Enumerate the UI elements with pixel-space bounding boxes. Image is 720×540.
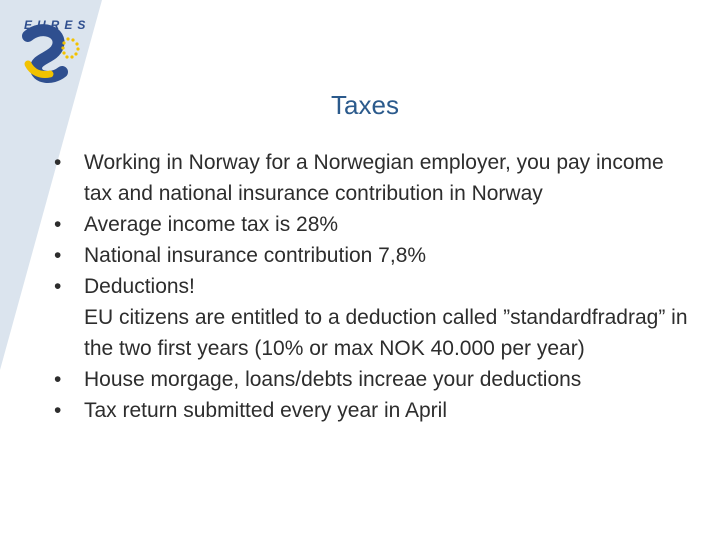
bullet-text: Deductions! — [84, 275, 195, 298]
bullet-text: Average income tax is 28% — [84, 213, 339, 236]
bullet-text: Tax return submitted every year in April — [84, 399, 447, 422]
bullet-item — [54, 364, 694, 395]
bullet-item — [54, 240, 694, 271]
bullet-text: House morgage, loans/debts increae your deductions — [84, 368, 582, 391]
bullet-list — [54, 147, 694, 426]
bullet-item — [54, 147, 694, 209]
bullet-item — [54, 209, 694, 240]
bullet-item — [54, 271, 694, 364]
logo-wordmark: EURES — [24, 18, 91, 32]
bullet-text: National insurance contribution 7,8% — [84, 244, 427, 267]
eures-logo — [6, 6, 91, 90]
deductions-detail-text: EU citizens are entitled to a deduction called ”standardfradrag” in the two first years (10% or max NOK 40.000 per year) — [84, 306, 688, 360]
bullet-item — [54, 395, 694, 426]
bullet-text: Working in Norway for a Norwegian employer, you pay income tax and national insurance contribution in Norway — [84, 151, 664, 205]
slide-title: Taxes — [331, 90, 399, 120]
